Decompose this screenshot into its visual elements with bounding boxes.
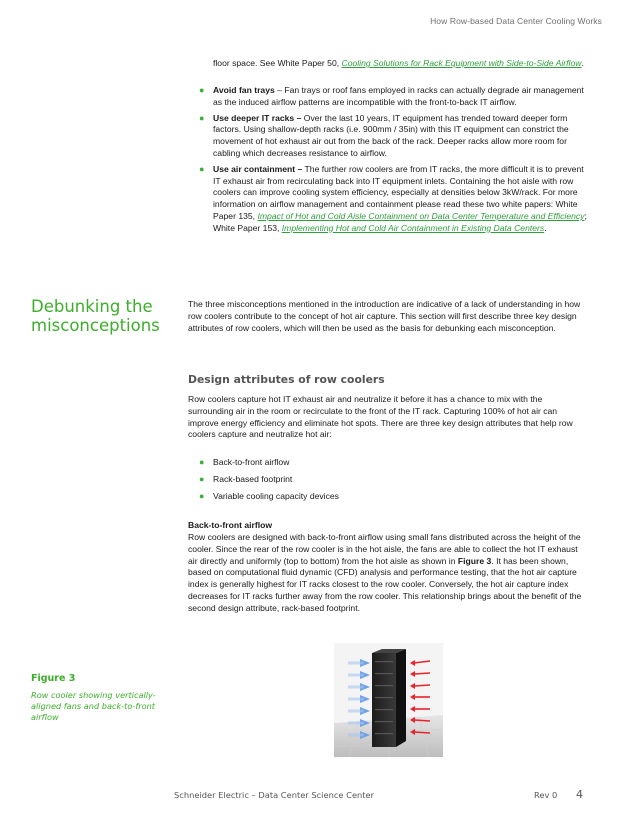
row-cooler-figure [334, 643, 443, 757]
cool-airflow-glow [348, 663, 364, 735]
bullet-dot-icon: ● [199, 490, 205, 501]
design-paragraph: Row coolers capture hot IT exhaust air and neutralize it before it has a chance to mix with the surrounding air in the room or recirculate to the front of the IT rack. Capturing 100% of hot air can improve energy efficiency and eliminate hot spots. There are three key design attributes that help row coolers capture and neutralize hot air: [188, 394, 573, 440]
design-subtitle: Design attributes of row coolers [188, 373, 385, 386]
intro-lead-text: floor space. See White Paper 50, [213, 58, 342, 68]
footer-publisher: Schneider Electric – Data Center Science Center [174, 790, 375, 800]
btf-text: . It has been shown, based on computational fluid dynamic (CFD) analysis and performance testing, that the hot air capture index is generally highest for IT racks closest to the row cooler. Conversely, the hot air capture index decreases for IT racks further away from the row cooler. This relationship brings about the benefit of the second design attribute, rack-based footprint. [188, 555, 582, 613]
bullet-text: – Fan trays or roof fans employed in racks can actually degrade air management as the induced airflow patterns are incompatible with the front-to-back IT airflow. [213, 85, 584, 107]
design-bullets [188, 457, 589, 507]
rack-side [396, 649, 406, 747]
wp153-link[interactable]: Implementing Hot and Cold Air Containment in Existing Data Centers [281, 222, 545, 233]
list-item-text: Rack-based footprint [213, 473, 293, 484]
bullet-title: Use air containment – [213, 163, 303, 174]
section-paragraph: The three misconceptions mentioned in the introduction are indicative of a lack of understanding in how row coolers contribute to the concept of hot air capture. This section will first describe three key design attributes of row coolers, which will then be used as the basis for debunking each misconception. [188, 299, 581, 333]
bullet-text: ; White Paper 153, [213, 210, 587, 233]
running-header: How Row-based Data Center Cooling Works [430, 16, 602, 26]
bullet-fan-trays [188, 85, 589, 109]
btf-paragraph [188, 532, 589, 615]
intro-lead-end: . [581, 58, 584, 68]
bullet-text: . [544, 222, 547, 233]
row-cooler-illustration [334, 643, 443, 757]
bullet-dot-icon: ● [199, 85, 205, 95]
footer-revision: Rev 0 [534, 790, 558, 800]
bullet-text: Over the last 10 years, IT equipment has trended toward deeper form factors. Using shallow-depth racks (i.e. 900mm / 35in) with this IT equipment can constrict the movement of hot exhaust air out from the back of the rack. Deeper racks allow more room for cabling which decreases resistance to airflow. [213, 112, 569, 158]
wp135-link[interactable]: Impact of Hot and Cold Aisle Containment on Data Center Temperature and Efficiency [257, 210, 585, 221]
bullet-air-containment [188, 164, 589, 235]
bullet-dot-icon: ● [199, 457, 205, 467]
figure-caption: Row cooler showing vertically-aligned fans and back-to-front airflow [31, 690, 156, 722]
bullet-title: Use deeper IT racks – [213, 112, 302, 123]
bullet-dot-icon: ● [199, 473, 205, 484]
list-item [188, 474, 589, 486]
bullet-deeper-racks [188, 113, 589, 160]
btf-text: Row coolers are designed with back-to-front airflow using small fans distributed across the height of the cooler. Since the rear of the row cooler is in the hot aisle, the fans are able to collect the hot IT exhaust air directly and uniformly (top to bottom) from the hot aisle as shown in [188, 532, 581, 566]
rack-front [372, 653, 396, 747]
figure-label: Figure 3 [31, 673, 76, 684]
list-item-text: Variable cooling capacity devices [213, 490, 339, 501]
bullet-dot-icon: ● [199, 112, 205, 123]
section-title: Debunking the misconceptions [31, 297, 160, 335]
list-item-text: Back-to-front airflow [213, 457, 290, 467]
bullet-title: Avoid fan trays [213, 85, 275, 95]
wp50-link[interactable]: Cooling Solutions for Rack Equipment with Side-to-Side Airflow [341, 58, 582, 68]
bullet-dot-icon: ● [199, 163, 205, 174]
intro-lead [213, 58, 589, 70]
list-item [188, 491, 589, 503]
page-number: 4 [576, 788, 583, 801]
intro-bullets [188, 85, 589, 239]
figure-reference: Figure 3 [457, 555, 492, 566]
btf-heading: Back-to-front airflow [188, 520, 273, 530]
bullet-text: The further row coolers are from IT racks, the more difficult it is to prevent IT exhaust air from recirculating back into IT equipment inlets. Containing the hot aisle with row coolers can improve cooling system efficiency, especially at densities below 3kW/rack. For more information on airflow management and containment please read these two white papers: White Paper 135, [213, 163, 584, 221]
list-item [188, 457, 589, 469]
